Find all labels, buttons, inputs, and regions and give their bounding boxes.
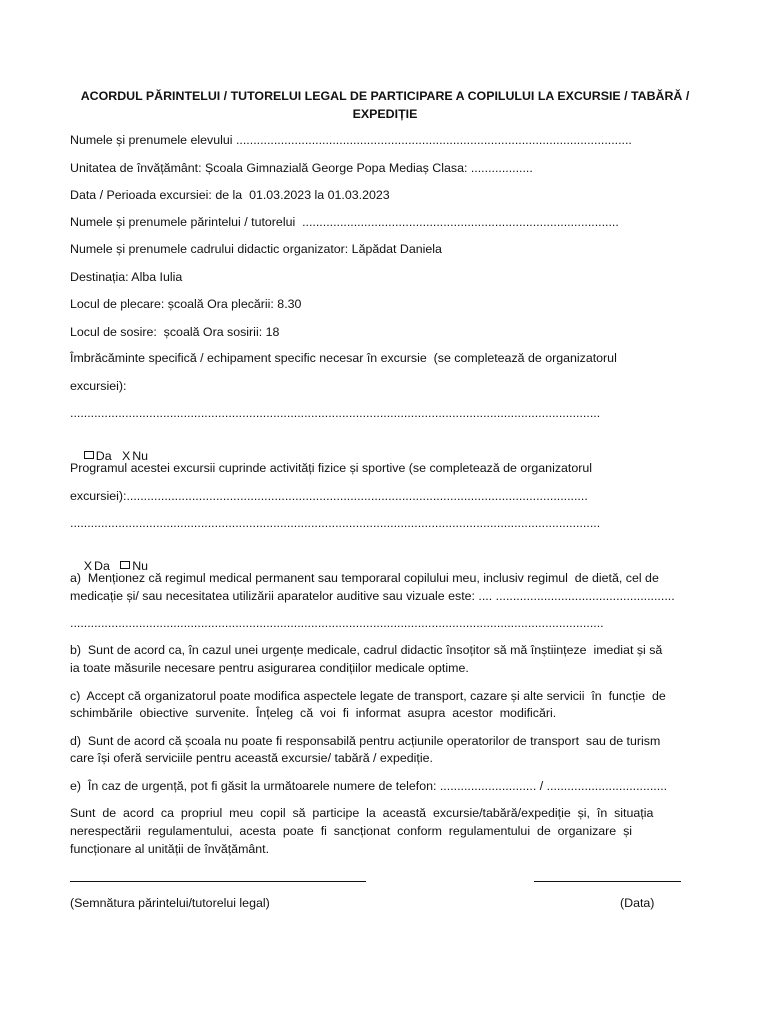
consent-line3: funcționare al unității de învățământ. xyxy=(70,842,270,856)
date-line xyxy=(534,881,681,882)
item-c-line1: c) Accept că organizatorul poate modifica aspectele legate de transport, cazare și alte servicii în funcție de xyxy=(70,689,666,703)
student-name-line: Numele și prenumele elevului ................................................................................................................... xyxy=(70,133,632,147)
period-line: Data / Perioada excursiei: de la 01.03.2023 la 01.03.2023 xyxy=(70,188,390,202)
program-line2: excursiei):...................................................................................................................................... xyxy=(70,489,588,503)
item-c-line2: schimbările obiective survenite. Înțeleg că voi fi informat asupra acestor modificări. xyxy=(70,706,557,720)
signature-label: (Semnătura părintelui/tutorelui legal) xyxy=(70,896,270,910)
choice-da-label: Da xyxy=(95,449,112,463)
item-d-line1: d) Sunt de acord că școala nu poate fi responsabilă pentru acțiunile operatorilor de transport sau de turism xyxy=(70,734,661,748)
equipment-line1: Îmbrăcăminte specifică / echipament specific necesar în excursie (se completează de organizatorul xyxy=(70,351,617,365)
equipment-dots: .......................................................................................................................................................... xyxy=(70,406,601,420)
document-title-line2: EXPEDIȚIE xyxy=(352,107,418,121)
departure-line: Locul de plecare: școală Ora plecării: 8.30 xyxy=(70,297,302,311)
checkbox-nu-empty[interactable] xyxy=(120,561,130,569)
destination-line: Destinația: Alba Iulia xyxy=(70,270,183,284)
choice-da-label: Da xyxy=(94,559,110,573)
school-line: Unitatea de învățământ: Școala Gimnazială George Popa Mediaș Clasa: .................. xyxy=(70,161,533,175)
item-b-line1: b) Sunt de acord ca, în cazul unei urgențe medicale, cadrul didactic însoțitor să mă înștiințeze imediat și să xyxy=(70,643,663,657)
item-a-dots: ........................................................................................................................................................... xyxy=(70,616,604,630)
item-b-line2: ia toate măsurile necesare pentru asigurarea condițiilor medicale optime. xyxy=(70,661,469,675)
item-d-line2: care își oferă serviciile pentru această excursie/ tabără / expediție. xyxy=(70,751,433,765)
equipment-line2: excursiei): xyxy=(70,379,127,393)
choice-nu-label: Nu xyxy=(132,559,149,573)
program-dots: .......................................................................................................................................................... xyxy=(70,516,601,530)
date-label: (Data) xyxy=(620,896,655,910)
parent-name-line: Numele și prenumele părintelui / tutorelui ............................................................................................ xyxy=(70,215,619,229)
item-a-line1: a) Menționez că regimul medical permanent sau temporaral copilului meu, inclusiv regimul de dietă, cel de xyxy=(70,571,659,585)
signature-line xyxy=(70,881,366,882)
consent-line2: nerespectării regulamentului, acesta poate fi sancționat conform regulamentului de organizare și xyxy=(70,824,633,838)
item-a-line2: medicație și/ sau necesitatea utilizării aparatelor auditive sau vizuale este: .... .................................................... xyxy=(70,589,675,603)
program-line1: Programul acestei excursii cuprinde activități fizice și sportive (se completează de organizatorul xyxy=(70,461,593,475)
choice-nu-label: Nu xyxy=(132,449,149,463)
organizer-line: Numele și prenumele cadrului didactic organizator: Lăpădat Daniela xyxy=(70,242,442,256)
item-e-line: e) În caz de urgență, pot fi găsit la următoarele numere de telefon: ............................ / ................................... xyxy=(70,779,668,793)
consent-line1: Sunt de acord ca propriul meu copil să participe la această excursie/tabără/expediție și, în situația xyxy=(70,806,654,820)
checkbox-nu-checked[interactable]: X xyxy=(121,449,131,463)
arrival-line: Locul de sosire: școală Ora sosirii: 18 xyxy=(70,325,280,339)
checkbox-da-checked[interactable]: X xyxy=(83,559,93,573)
checkbox-da-empty[interactable] xyxy=(84,451,94,459)
document-title-line1: ACORDUL PĂRINTELUI / TUTORELUI LEGAL DE PARTICIPARE A COPILULUI LA EXCURSIE / TABĂRĂ / xyxy=(80,89,690,103)
